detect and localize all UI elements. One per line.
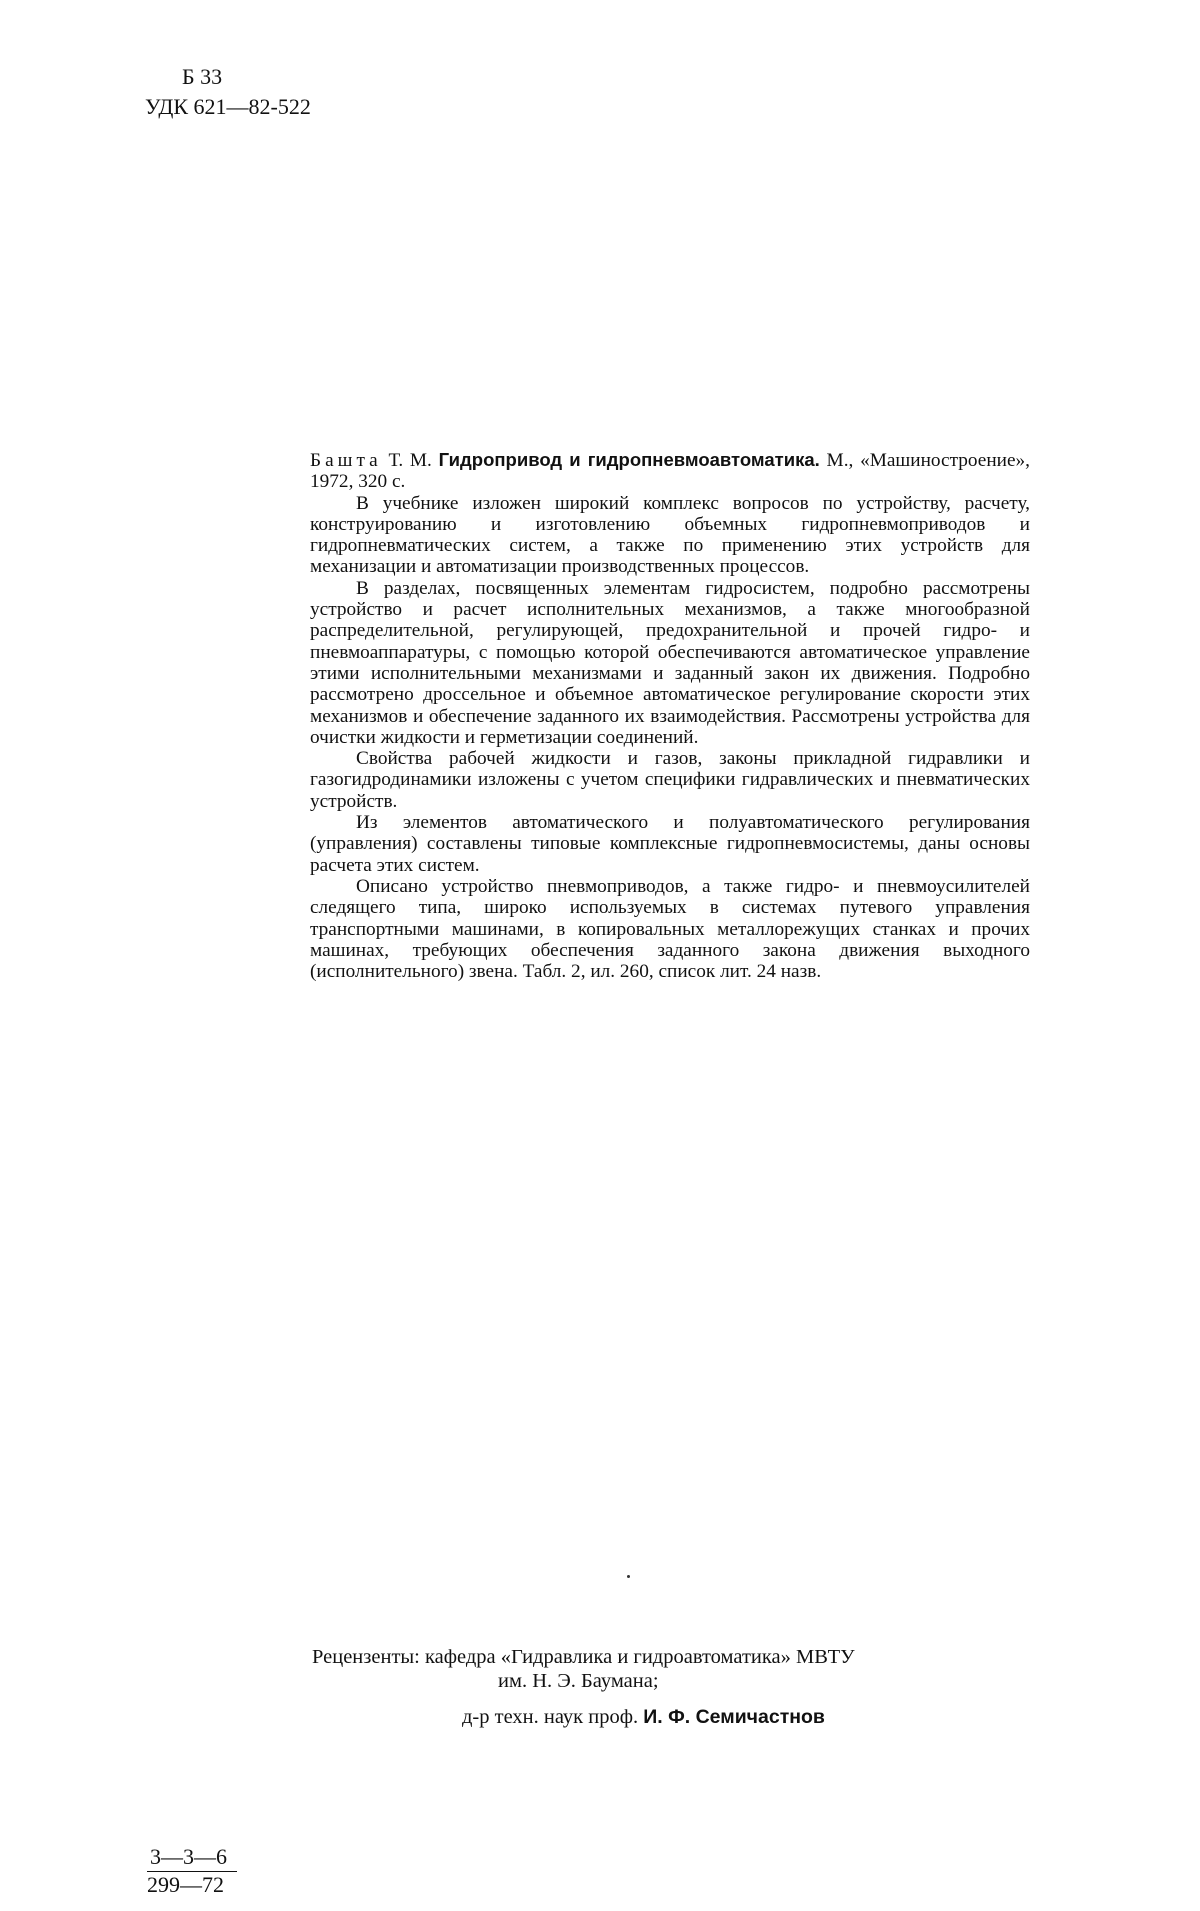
reviewer-degree: д-р техн. наук проф. [462,1706,639,1728]
imprint: М., «Машиностроение», 1972, 320 с. [310,450,1030,493]
annotation [310,449,1030,982]
bibliographic-record [310,449,1030,493]
bbk-index: Б 33 [182,64,223,89]
reviewer-name: И. Ф. Семичастнов [643,1706,825,1728]
code-numerator: 3—3—6 [147,1844,237,1872]
book-title: Гидропривод и гидропневмоавтоматика. [438,449,820,470]
reviewers-block [312,1645,855,1729]
annotation-paragraph: В разделах, посвященных элементам гидросистем, подробно рассмотрены устройство и расчет исполнительных механизмов, а также многообразной распределительной, регулирующей, предохранительной и прочей гидро- и пневмоаппаратуры, с помощью которой обеспечиваются автоматическое управление этими исполнительными механизмами и заданный закон их движения. Подробно рассмотрено дроссельное и объемное автоматическое регулирование скорости этих механизмов и обеспечение заданного их взаимодействия. Рассмотрены устройства для очистки жидкости и герметизации соединений. [310,577,1030,748]
catalog-index [145,62,311,122]
annotation-paragraph: В учебнике изложен широкий комплекс вопросов по устройству, расчету, конструированию и изготовлению объемных гидропневмоприводов и гидропневматических систем, а также по применению этих устройств для механизации и автоматизации производственных процессов. [310,492,1030,578]
reviewers-label: Рецензенты: [312,1646,420,1668]
author-initials: Т. М. [388,450,432,471]
annotation-paragraph: Описано устройство пневмоприводов, а также гидро- и пневмоусилителей следящего типа, широко используемых в системах путевого управления транспортными машинами, в копировальных металлорежущих станках и прочих машинах, требующих обеспечения заданного закона движения выходного (исполнительного) звена. Табл. 2, ил. 260, список лит. 24 назв. [310,875,1030,983]
print-dot [627,1575,630,1578]
annotation-paragraph: Из элементов автоматического и полуавтоматического регулирования (управления) составлены типовые комплексные гидропневмосистемы, даны основы расчета этих систем. [310,812,1030,876]
udk-index: УДК 621—82-522 [145,94,311,119]
reviewer-person [312,1705,855,1729]
reviewer-department: кафедра «Гидравлика и гидроавтоматика» МВТУ [425,1646,855,1668]
reviewer-institution: им. Н. Э. Баумана; [498,1670,659,1692]
code-denominator: 299—72 [147,1872,224,1897]
author-surname: Башта [310,450,382,471]
annotation-paragraph: Свойства рабочей жидкости и газов, законы прикладной гидравлики и газогидродинамики изложены с учетом специфики гидравлических и пневматических устройств. [310,748,1030,812]
publisher-code [147,1844,237,1898]
